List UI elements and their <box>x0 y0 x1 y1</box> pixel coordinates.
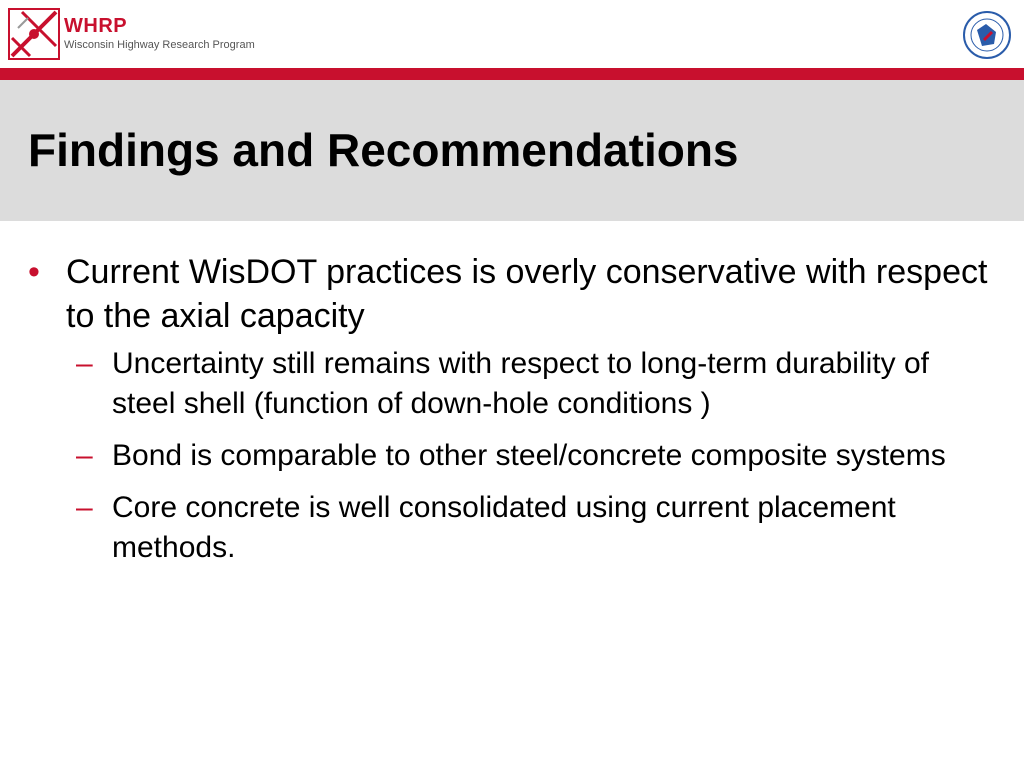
bullet-marker: • <box>28 253 40 291</box>
sub-bullet-text: Bond is comparable to other steel/concrete composite systems <box>112 439 946 472</box>
brand-subtitle: Wisconsin Highway Research Program <box>64 39 255 51</box>
dash-marker: – <box>76 347 93 380</box>
bullet-text: Current WisDOT practices is overly conservative with respect to the axial capacity <box>66 253 988 335</box>
slide-content <box>28 250 998 580</box>
header-red-rule <box>0 68 1024 80</box>
dash-marker: – <box>76 439 93 472</box>
wisdot-seal-icon <box>962 10 1012 60</box>
bullet-item <box>28 250 998 338</box>
brand-block <box>64 16 255 52</box>
whrp-logo-icon <box>8 8 60 60</box>
sub-bullet-item <box>28 488 998 568</box>
sub-bullet-item <box>28 344 998 424</box>
dash-marker: – <box>76 491 93 524</box>
brand-name: WHRP <box>64 15 128 37</box>
sub-bullet-text: Core concrete is well consolidated using current placement methods. <box>112 491 896 564</box>
slide-header <box>0 0 1024 68</box>
sub-bullet-item <box>28 436 998 476</box>
slide-title: Findings and Recommendations <box>28 124 739 176</box>
sub-bullet-text: Uncertainty still remains with respect to long-term durability of steel shell (function of down-hole conditions ) <box>112 347 929 420</box>
